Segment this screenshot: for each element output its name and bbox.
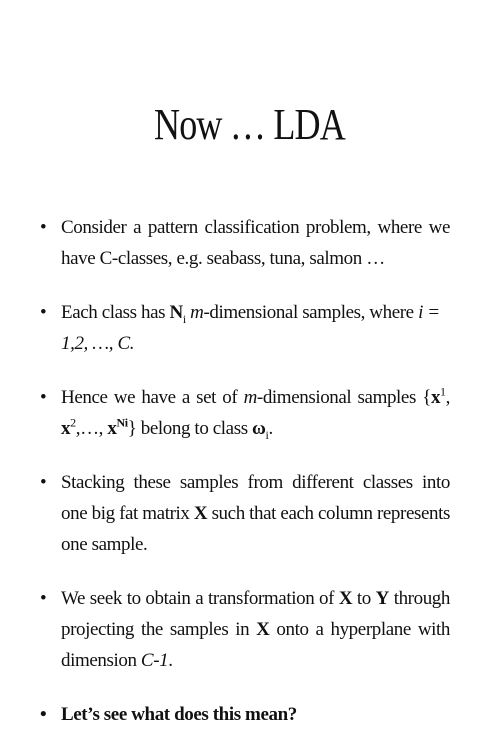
bullet-item-4: • Stacking these samples from different classes into one big fat matrix X such that each column represents one sample. <box>40 467 450 560</box>
bullet-item-6: • Let’s see what does this mean? <box>40 699 450 730</box>
bullet-item-1: • Consider a pattern classification problem, where we have C-classes, e.g. seabass, tuna, salmon … <box>40 212 450 274</box>
bullet-list <box>40 212 450 753</box>
bullet-item-3: • Hence we have a set of m-dimensional samples {$x^1$, $x^2,\dots$, $x^{Ni}$} belong to class $\omega_i$. <box>40 382 450 444</box>
slide-title: Now … LDA <box>153 100 346 149</box>
bullet-item-2: • Each class has $N_i$ m-dimensional samples, where i = 1,2, …, C. <box>40 297 450 359</box>
bullet-item-5: • We seek to obtain a transformation of X to Y through projecting the samples in X onto a hyperplane with dimension C-1. <box>40 583 450 676</box>
